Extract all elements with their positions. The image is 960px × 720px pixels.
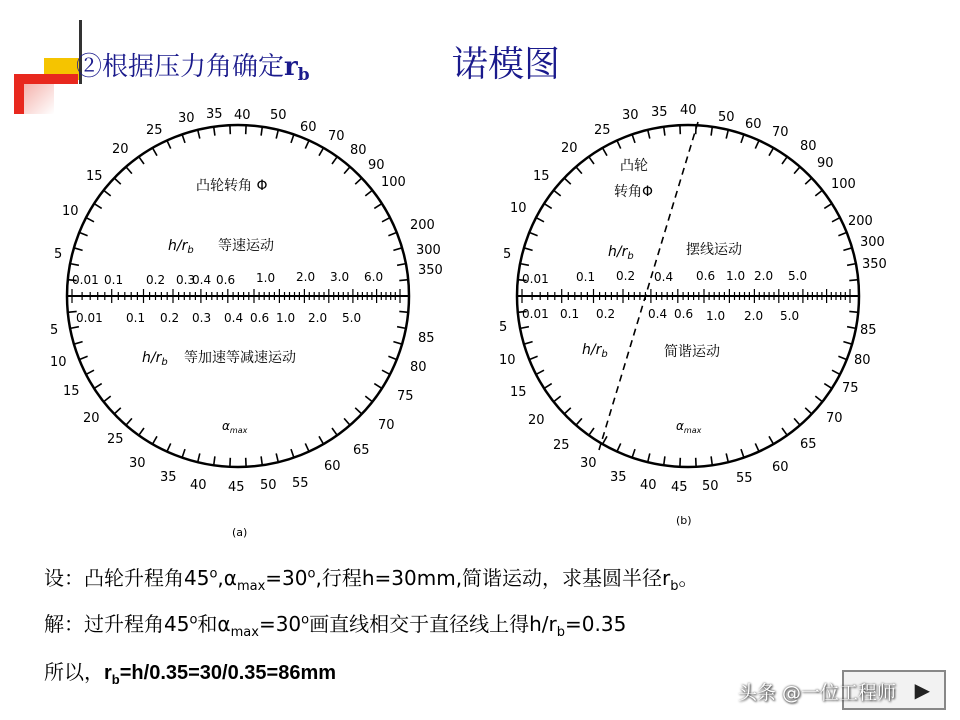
dial-tick [603,148,608,156]
dial-tick [332,428,337,435]
result-statement: 所以，$r_b=h/0.35=30/0.35=86mm$ [44,660,337,687]
dial-tick [397,327,406,329]
scale-label: 2.0 [296,270,316,284]
dial-tick [182,134,185,143]
phi-label: 5 [503,247,512,262]
phi-label: 20 [561,141,578,156]
dial-tick [576,167,582,174]
dial-tick [589,157,594,164]
dial-tick [114,178,121,184]
dial-tick [167,443,171,451]
dial-tick [79,356,87,359]
dial-tick [104,190,111,196]
scale-label: 0.3 [176,273,196,287]
dial-tick [305,443,309,451]
dial-tick [832,218,840,222]
phi-label: 30 [622,108,639,123]
alpha-label: 40 [640,478,657,493]
dial-tick [741,134,744,143]
dial-tick [365,190,372,196]
dial-tick [769,148,774,156]
dial-tick [94,384,102,389]
alpha-label: 45 [671,480,688,495]
dial-tick [815,190,822,196]
phi-label: 100 [381,175,406,190]
dial-tick [520,264,529,266]
scale-label: 0.3 [192,311,212,325]
phi-label: 70 [328,129,345,144]
nomogram-a-hr-lower: $h/r_b$ [142,350,168,368]
alpha-label: 85 [860,323,877,338]
dial-tick [153,148,158,156]
dial-tick [529,232,537,235]
dial-tick [524,342,533,345]
dial-tick [755,141,759,149]
dial-tick [399,311,408,312]
scale-label: 0.2 [146,273,166,287]
phi-label: 60 [300,120,317,135]
scale-label: 0.01 [522,272,549,286]
dial-tick [544,204,552,209]
phi-label: 200 [848,214,873,229]
scale-label: 2.0 [744,309,764,323]
alpha-label: 10 [499,353,516,368]
dial-tick [576,418,582,425]
dial-tick [564,408,571,414]
nomogram-b-lower-scale [522,307,799,323]
dial-tick [291,134,294,143]
dial-tick [711,456,712,465]
alpha-label: 50 [702,479,719,494]
dial-tick [648,453,650,462]
dial-tick [726,130,728,139]
dial-tick [214,456,215,465]
alpha-label: 75 [397,389,414,404]
dial-tick [847,327,856,329]
watermark: 头条 @一位工程师 [738,682,897,704]
dial-tick [182,449,185,458]
dial-tick [393,248,402,251]
alpha-label: 30 [580,456,597,471]
dial-tick [291,449,294,458]
phi-label: 50 [270,108,287,123]
scale-label: 5.0 [342,311,362,325]
dial-tick [332,157,337,164]
phi-label: 300 [416,243,441,258]
dial-tick [126,167,132,174]
nomogram-a-lower-scale [76,311,361,325]
phi-label: 60 [745,117,762,132]
scale-label: 0.6 [696,269,716,283]
alpha-label: 20 [83,411,100,426]
scale-label: 0.2 [616,269,636,283]
phi-label: 25 [594,123,611,138]
page-subtitle: 诺模图 [452,44,561,85]
dial-tick [564,178,571,184]
phi-label: 20 [112,142,129,157]
alpha-label: 40 [190,478,207,493]
alpha-label: 35 [610,470,627,485]
dial-tick [86,218,94,222]
alpha-label: 15 [63,384,80,399]
dial-tick [139,428,144,435]
scale-label: 0.01 [76,311,103,325]
nomogram-a [50,107,443,539]
scale-label: 0.4 [192,273,212,287]
alpha-label: 5 [499,320,508,335]
dial-tick [104,396,111,402]
scale-label: 2.0 [308,311,328,325]
dial-tick [632,449,635,458]
nomogram-b-rotation-label-2: 转角Φ [614,184,654,200]
dial-tick [544,384,552,389]
dial-tick [617,141,621,149]
dial-tick [70,327,79,329]
scale-label: 0.2 [160,311,180,325]
dial-tick [355,408,362,414]
phi-label: 300 [860,235,885,250]
alpha-label: 50 [260,478,277,493]
phi-label: 40 [234,108,251,123]
scale-label: 3.0 [330,270,350,284]
scale-label: 0.4 [654,270,674,284]
dial-tick [276,453,278,462]
nomogram-b-hr-upper: $h/r_b$ [608,244,634,262]
dial-tick [824,384,832,389]
dial-tick [648,130,650,139]
dial-tick [805,408,812,414]
nomogram-a-caption: (a) [232,526,248,539]
dial-tick [374,384,382,389]
dial-tick [397,264,406,266]
dial-tick [276,130,278,139]
alpha-label: 20 [528,413,545,428]
dial-tick [726,453,728,462]
nomogram-a-lower-motion: 等加速等减速运动 [184,350,296,366]
dial-tick [536,218,544,222]
scale-label: 0.1 [104,273,124,287]
dial-tick [847,264,856,266]
dial-tick [79,232,87,235]
dial-tick [393,342,402,345]
phi-label: 350 [418,263,443,278]
nav-arrow-icon: ▶ [914,678,930,702]
nomogram-b [499,103,887,527]
dial-tick [554,190,561,196]
phi-label: 80 [350,143,367,158]
dial-tick [529,356,537,359]
phi-label: 10 [510,201,527,216]
dial-tick [843,248,852,251]
scale-label: 0.6 [674,307,694,321]
scale-label: 1.0 [256,271,276,285]
phi-label: 70 [772,125,789,140]
alpha-label: 45 [228,480,245,495]
nomogram-a-upper-motion: 等速运动 [218,238,274,254]
phi-label: 40 [680,103,697,118]
dial-tick [832,370,840,374]
phi-label: 90 [817,156,834,171]
alpha-label: 80 [854,353,871,368]
dial-tick [344,167,350,174]
dial-tick [139,157,144,164]
dial-tick [536,370,544,374]
nomogram-a-hr-upper: $h/r_b$ [168,238,194,256]
dial-tick [769,436,774,444]
dial-tick [214,127,215,136]
dial-tick [741,449,744,458]
phi-label: 350 [862,257,887,272]
phi-label: 30 [178,111,195,126]
dial-tick [664,127,665,136]
alpha-label: 60 [772,460,789,475]
phi-label: 80 [800,139,817,154]
dial-tick [632,134,635,143]
phi-label: 15 [533,169,550,184]
dial-tick [617,443,621,451]
phi-label: 90 [368,158,385,173]
phi-label: 10 [62,204,79,219]
dial-tick [74,248,83,251]
dial-tick [86,370,94,374]
scale-label: 6.0 [364,270,384,284]
alpha-label: 85 [418,331,435,346]
alpha-label: 55 [736,471,753,486]
scale-label: 0.6 [216,273,236,287]
nomogram-b-construction-line [599,122,698,450]
alpha-label: 25 [107,432,124,447]
dial-tick [388,356,396,359]
alpha-label: 55 [292,476,309,491]
phi-label: 15 [86,169,103,184]
dial-tick [388,232,396,235]
dial-tick [74,342,83,345]
dial-tick [589,428,594,435]
scale-label: 0.6 [250,311,270,325]
dial-tick [153,436,158,444]
nomogram-b-rotation-label-1: 凸轮 [620,158,648,174]
alpha-label: 35 [160,470,177,485]
dial-tick [114,408,121,414]
alpha-label: 80 [410,360,427,375]
dial-tick [524,248,533,251]
nomogram-b-lower-motion: 简谐运动 [664,344,720,360]
dial-tick [805,178,812,184]
alpha-label: 5 [50,323,59,338]
dial-tick [849,280,858,281]
nomogram-b-upper-motion: 摆线运动 [686,242,742,258]
scale-label: 2.0 [754,269,774,283]
dial-tick [261,456,262,465]
scale-label: 0.4 [224,311,244,325]
alpha-label: 65 [353,443,370,458]
alpha-label: 75 [842,381,859,396]
dial-tick [838,232,846,235]
phi-label: 35 [651,105,668,120]
dial-tick [319,436,324,444]
scale-label: 1.0 [276,311,296,325]
alpha-label: 25 [553,438,570,453]
dial-tick [355,178,362,184]
phi-label: 100 [831,177,856,192]
phi-label: 50 [718,110,735,125]
dial-tick [198,130,200,139]
solution-statement: 解：过升程角45$^o$和$\alpha_{max}=30^o$画直线相交于直径线上得$h/r_b=0.35$ [44,612,627,640]
dial-tick [711,127,712,136]
scale-label: 0.1 [126,311,146,325]
dial-tick [382,370,390,374]
dial-tick [319,148,324,156]
scale-label: 0.1 [576,270,596,284]
scale-label: 0.4 [648,307,668,321]
dial-tick [755,443,759,451]
dial-tick [782,157,787,164]
nomogram-a-rotation-label: 凸轮转角 Φ [196,178,268,194]
dial-tick [824,204,832,209]
alpha-label: 70 [826,411,843,426]
scale-label: 0.2 [596,307,616,321]
dial-tick [838,356,846,359]
dial-tick [849,311,858,312]
dial-tick [365,396,372,402]
dial-tick [261,127,262,136]
dial-tick [554,396,561,402]
dial-tick [782,428,787,435]
phi-label: 5 [54,247,63,262]
phi-label: 35 [206,107,223,122]
alpha-label: 60 [324,459,341,474]
dial-tick [399,280,408,281]
dial-tick [305,141,309,149]
dial-tick [198,453,200,462]
alpha-label: 30 [129,456,146,471]
scale-label: 0.01 [72,273,99,287]
dial-tick [167,141,171,149]
scale-label: 5.0 [780,309,800,323]
alpha-label: 65 [800,437,817,452]
nomogram-a-alpha-max: $\alpha_{max}$ [222,419,248,435]
nomogram-a-upper-scale [72,270,383,287]
dial-tick [382,218,390,222]
dial-tick [794,167,800,174]
scale-label: 0.01 [522,307,549,321]
dial-tick [843,342,852,345]
dial-tick [794,418,800,425]
phi-label: 200 [410,218,435,233]
nomogram-b-caption: (b) [676,514,692,527]
dial-tick [815,396,822,402]
scale-label: 1.0 [726,269,746,283]
dial-tick [374,204,382,209]
dial-tick [70,264,79,266]
nomogram-a-alpha-labels [50,323,435,495]
dial-tick [664,456,665,465]
dial-tick [94,204,102,209]
scale-label: 0.1 [560,307,580,321]
alpha-label: 70 [378,418,395,433]
alpha-label: 10 [50,355,67,370]
alpha-label: 15 [510,385,527,400]
nomogram-b-alpha-max: $\alpha_{max}$ [676,419,702,435]
dial-tick [344,418,350,425]
nomogram-b-upper-scale [522,269,807,286]
dial-tick [520,327,529,329]
scale-label: 1.0 [706,309,726,323]
scale-label: 5.0 [788,269,808,283]
nomogram-b-hr-lower: $h/r_b$ [582,342,608,360]
dial-tick [126,418,132,425]
phi-label: 25 [146,123,163,138]
problem-statement: 设：凸轮升程角$45^o,\alpha_{max}=30^o$,行程h=30mm,简谐运动，求基圆半径$r_b$。 [44,566,699,594]
page-title: ②根据压力角确定$r_b$ [76,52,310,85]
